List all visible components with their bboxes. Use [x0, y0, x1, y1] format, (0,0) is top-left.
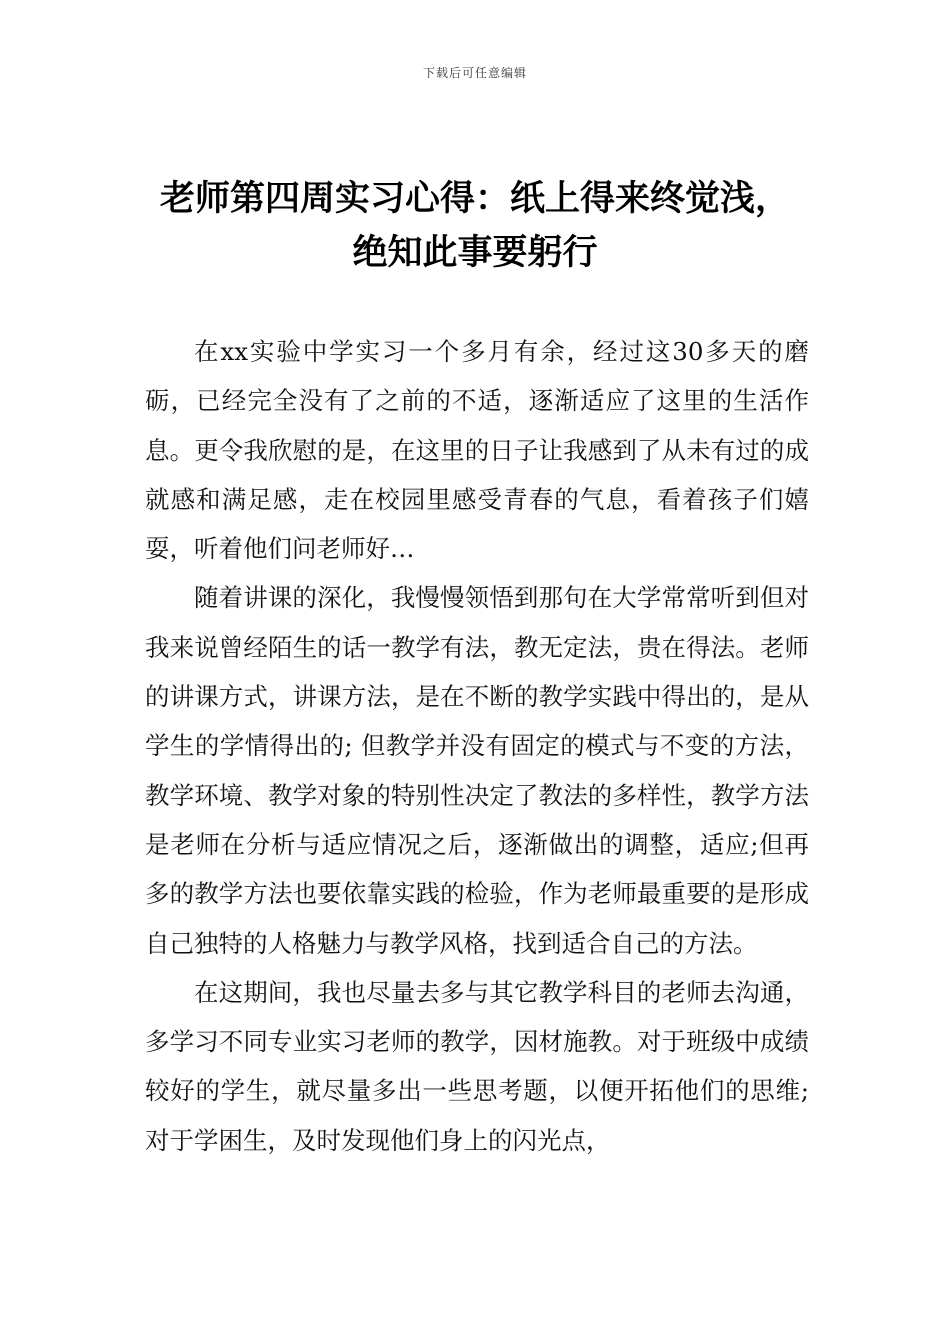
paragraph-1: 在xx实验中学实习一个多月有余，经过这30多天的磨砺，已经完全没有了之前的不适，逐渐适应了这里的生活作息。更令我欣慰的是，在这里的日子让我感到了从未有过的成就感和满足感，走在校园里感受青春的气息，看着孩子们嬉耍，听着他们问老师好… — [145, 337, 809, 564]
title-line-1: 老师第四周实习心得：纸上得来终觉浅， — [159, 179, 790, 219]
paragraph-2: 随着讲课的深化，我慢慢领悟到那句在大学常常听到但对我来说曾经陌生的话一教学有法，教无定法，贵在得法。老师的讲课方式，讲课方法，是在不断的教学实践中得出的，是从学生的学情得出的; 但教学并没有固定的模式与不变的方法，教学环境、教学对象的特别性决定了教法的多样性，教学方法是老师在分析与适应情况之后，逐渐做出的调整，适应;但再多的教学方法也要依靠实践的检验，作为老师最重要的是形成自己独特的人格魅力与教学风格，找到适合自己的方法。 — [145, 583, 809, 958]
document-body — [145, 327, 809, 1165]
paragraph-3: 在这期间，我也尽量去多与其它教学科目的老师去沟通，多学习不同专业实习老师的教学，因材施教。对于班级中成绩较好的学生，就尽量多出一些思考题，以便开拓他们的思维; 对于学困生，及时发现他们身上的闪光点， — [145, 977, 809, 1155]
document-title — [120, 172, 830, 280]
header-note: 下载后可任意编辑 — [422, 66, 527, 80]
title-line-2: 绝知此事要躬行 — [352, 233, 598, 273]
